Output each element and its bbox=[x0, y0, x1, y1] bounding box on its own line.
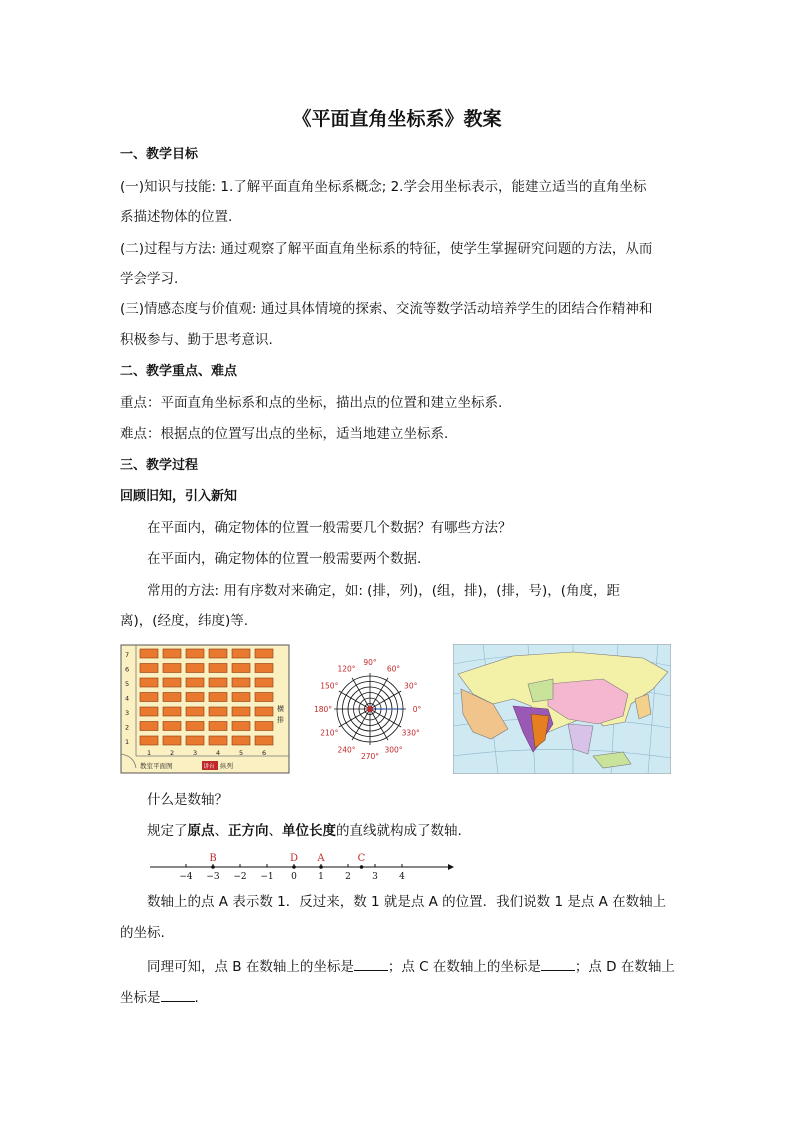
paragraph-a-coordinate-2: 的坐标. bbox=[120, 925, 165, 941]
number-line-definition: 规定了原点、正方向、单位长度的直线就构成了数轴. bbox=[147, 823, 462, 839]
answer-blank-c[interactable] bbox=[541, 958, 575, 971]
polar-angle-label: 300° bbox=[384, 745, 403, 755]
number-line-tick-label: 4 bbox=[399, 872, 405, 882]
paragraph-a-coordinate-1: 数轴上的点 A 表示数 1．反过来，数 1 就是点 A 的位置．我们说数 1 是点 A 在数轴上 bbox=[147, 894, 667, 910]
number-line-tick-label: −3 bbox=[206, 872, 220, 882]
number-line-point-label: B bbox=[209, 853, 217, 864]
number-line-tick-label: −2 bbox=[233, 872, 247, 882]
row-label: 5 bbox=[125, 680, 130, 688]
desk bbox=[140, 722, 158, 731]
legend-text: 纵列 bbox=[220, 762, 233, 770]
polar-angle-label: 30° bbox=[404, 681, 418, 691]
desk bbox=[209, 693, 227, 702]
desk bbox=[255, 693, 273, 702]
goal-2-line-2: 学会学习. bbox=[120, 271, 179, 287]
number-line-point bbox=[211, 865, 215, 869]
desk bbox=[140, 664, 158, 673]
polar-angle-label: 120° bbox=[337, 664, 356, 674]
row-label: 2 bbox=[125, 723, 130, 732]
polar-grid-figure bbox=[300, 644, 442, 774]
desk bbox=[186, 678, 204, 687]
polar-angle-label: 0° bbox=[412, 705, 422, 714]
polar-origin bbox=[367, 706, 373, 712]
goal-1-line-2: 系描述物体的位置. bbox=[120, 209, 233, 225]
column-label: 6 bbox=[262, 749, 267, 757]
number-line-point bbox=[319, 865, 323, 869]
goal-2-line-1: (二)过程与方法: 通过观察了解平面直角坐标系的特征，使学生掌握研究问题的方法，从而 bbox=[120, 241, 653, 257]
column-label: 4 bbox=[216, 749, 221, 757]
polar-angle-label: 60° bbox=[386, 664, 401, 674]
desk bbox=[209, 722, 227, 731]
polar-angle-label: 270° bbox=[360, 752, 380, 761]
classroom-seating-figure bbox=[120, 644, 290, 774]
method-line-2: 离)，(经度，纬度)等. bbox=[120, 613, 249, 629]
desk bbox=[140, 649, 158, 658]
asia-map-figure bbox=[453, 644, 671, 774]
number-line-tick-label: −1 bbox=[260, 872, 274, 882]
desk bbox=[163, 736, 181, 745]
desk bbox=[140, 693, 158, 702]
desk bbox=[255, 678, 273, 687]
polar-angle-label: 210° bbox=[320, 728, 339, 738]
desk bbox=[186, 649, 204, 658]
desk bbox=[209, 678, 227, 687]
exercise-line-2: 坐标是 . bbox=[120, 990, 199, 1006]
desk bbox=[186, 664, 204, 673]
answer-blank-d[interactable] bbox=[161, 989, 195, 1002]
question-2: 什么是数轴？ bbox=[147, 792, 228, 808]
key-point: 重点：平面直角坐标系和点的坐标，描出点的位置和建立坐标系. bbox=[120, 395, 503, 411]
number-line-point bbox=[360, 865, 364, 869]
desk bbox=[209, 736, 227, 745]
number-line-arrow-icon bbox=[448, 864, 454, 870]
desk bbox=[186, 722, 204, 731]
desk bbox=[209, 649, 227, 658]
desk bbox=[232, 678, 250, 687]
desk bbox=[140, 678, 158, 687]
desk bbox=[186, 707, 204, 716]
desk bbox=[255, 649, 273, 658]
row-label: 1 bbox=[125, 738, 130, 746]
section-2-heading: 二、教学重点、难点 bbox=[120, 364, 238, 379]
subsection-heading: 回顾旧知，引入新知 bbox=[120, 489, 238, 504]
number-line-point bbox=[292, 865, 296, 869]
number-line-tick-label: 0 bbox=[291, 872, 297, 882]
polar-angle-label: 90° bbox=[363, 658, 377, 667]
exercise-line-1: 同理可知，点 B 在数轴上的坐标是 ；点 C 在数轴上的坐标是 ；点 D 在数轴上 bbox=[147, 959, 675, 975]
row-label: 6 bbox=[125, 665, 130, 674]
section-1-heading: 一、教学目标 bbox=[120, 147, 199, 162]
desk bbox=[140, 707, 158, 716]
desk bbox=[232, 693, 250, 702]
number-line-point-label: A bbox=[317, 853, 325, 864]
desk bbox=[163, 707, 181, 716]
question-1: 在平面内，确定物体的位置一般需要几个数据？有哪些方法？ bbox=[147, 520, 512, 536]
desk bbox=[163, 693, 181, 702]
row-label: 3 bbox=[125, 709, 130, 717]
number-line-point-label: C bbox=[357, 853, 366, 864]
answer-blank-b[interactable] bbox=[354, 958, 388, 971]
desk bbox=[232, 722, 250, 731]
desk bbox=[255, 707, 273, 716]
number-line-tick-label: 3 bbox=[372, 872, 378, 882]
column-label: 2 bbox=[170, 749, 175, 757]
difficult-point: 难点：根据点的位置写出点的坐标，适当地建立坐标系. bbox=[120, 426, 449, 442]
desk bbox=[255, 736, 273, 745]
goal-3-line-2: 积极参与、勤于思考意识. bbox=[120, 332, 273, 348]
column-label: 5 bbox=[239, 749, 244, 757]
side-label-a: 横 bbox=[277, 705, 284, 713]
answer-1: 在平面内，确定物体的位置一般需要两个数据. bbox=[147, 551, 422, 567]
polar-angle-label: 150° bbox=[320, 681, 339, 691]
side-label-b: 排 bbox=[277, 716, 284, 724]
page-title: 《平面直角坐标系》教案 bbox=[292, 108, 502, 130]
desk bbox=[163, 649, 181, 658]
number-line-tick-label: 1 bbox=[318, 872, 324, 882]
desk bbox=[255, 722, 273, 731]
section-3-heading: 三、教学过程 bbox=[120, 458, 199, 473]
number-line-tick-label: 2 bbox=[345, 872, 351, 882]
desk bbox=[186, 693, 204, 702]
number-line-tick-label: −4 bbox=[179, 872, 193, 882]
column-label: 3 bbox=[193, 749, 198, 757]
goal-1-line-1: (一)知识与技能: 1.了解平面直角坐标系概念; 2.学会用坐标表示，能建立适当的直角坐标 bbox=[120, 179, 647, 195]
row-label: 4 bbox=[125, 694, 130, 703]
row-label: 7 bbox=[125, 651, 130, 659]
desk bbox=[232, 707, 250, 716]
method-line-1: 常用的方法: 用有序数对来确定，如: (排，列)，(组，排)，(排，号)，(角度，距 bbox=[147, 583, 621, 599]
goal-3-line-1: (三)情感态度与价值观: 通过具体情境的探索、交流等数学活动培养学生的团结合作精神和 bbox=[120, 301, 653, 317]
column-label: 1 bbox=[147, 749, 152, 757]
desk bbox=[140, 736, 158, 745]
legend-box-label: 讲台 bbox=[203, 764, 215, 770]
desk bbox=[209, 664, 227, 673]
desk bbox=[232, 649, 250, 658]
desk bbox=[255, 664, 273, 673]
desk bbox=[232, 736, 250, 745]
number-line-figure bbox=[148, 848, 458, 884]
number-line-point-label: D bbox=[289, 853, 299, 864]
desk bbox=[163, 722, 181, 731]
desk bbox=[232, 664, 250, 673]
classroom-caption: 教室平面图 bbox=[140, 762, 173, 770]
desk bbox=[163, 678, 181, 687]
desk bbox=[163, 664, 181, 673]
polar-angle-label: 330° bbox=[401, 728, 420, 738]
polar-angle-label: 240° bbox=[337, 745, 356, 755]
polar-angle-label: 180° bbox=[313, 705, 333, 714]
desk bbox=[186, 736, 204, 745]
desk bbox=[209, 707, 227, 716]
